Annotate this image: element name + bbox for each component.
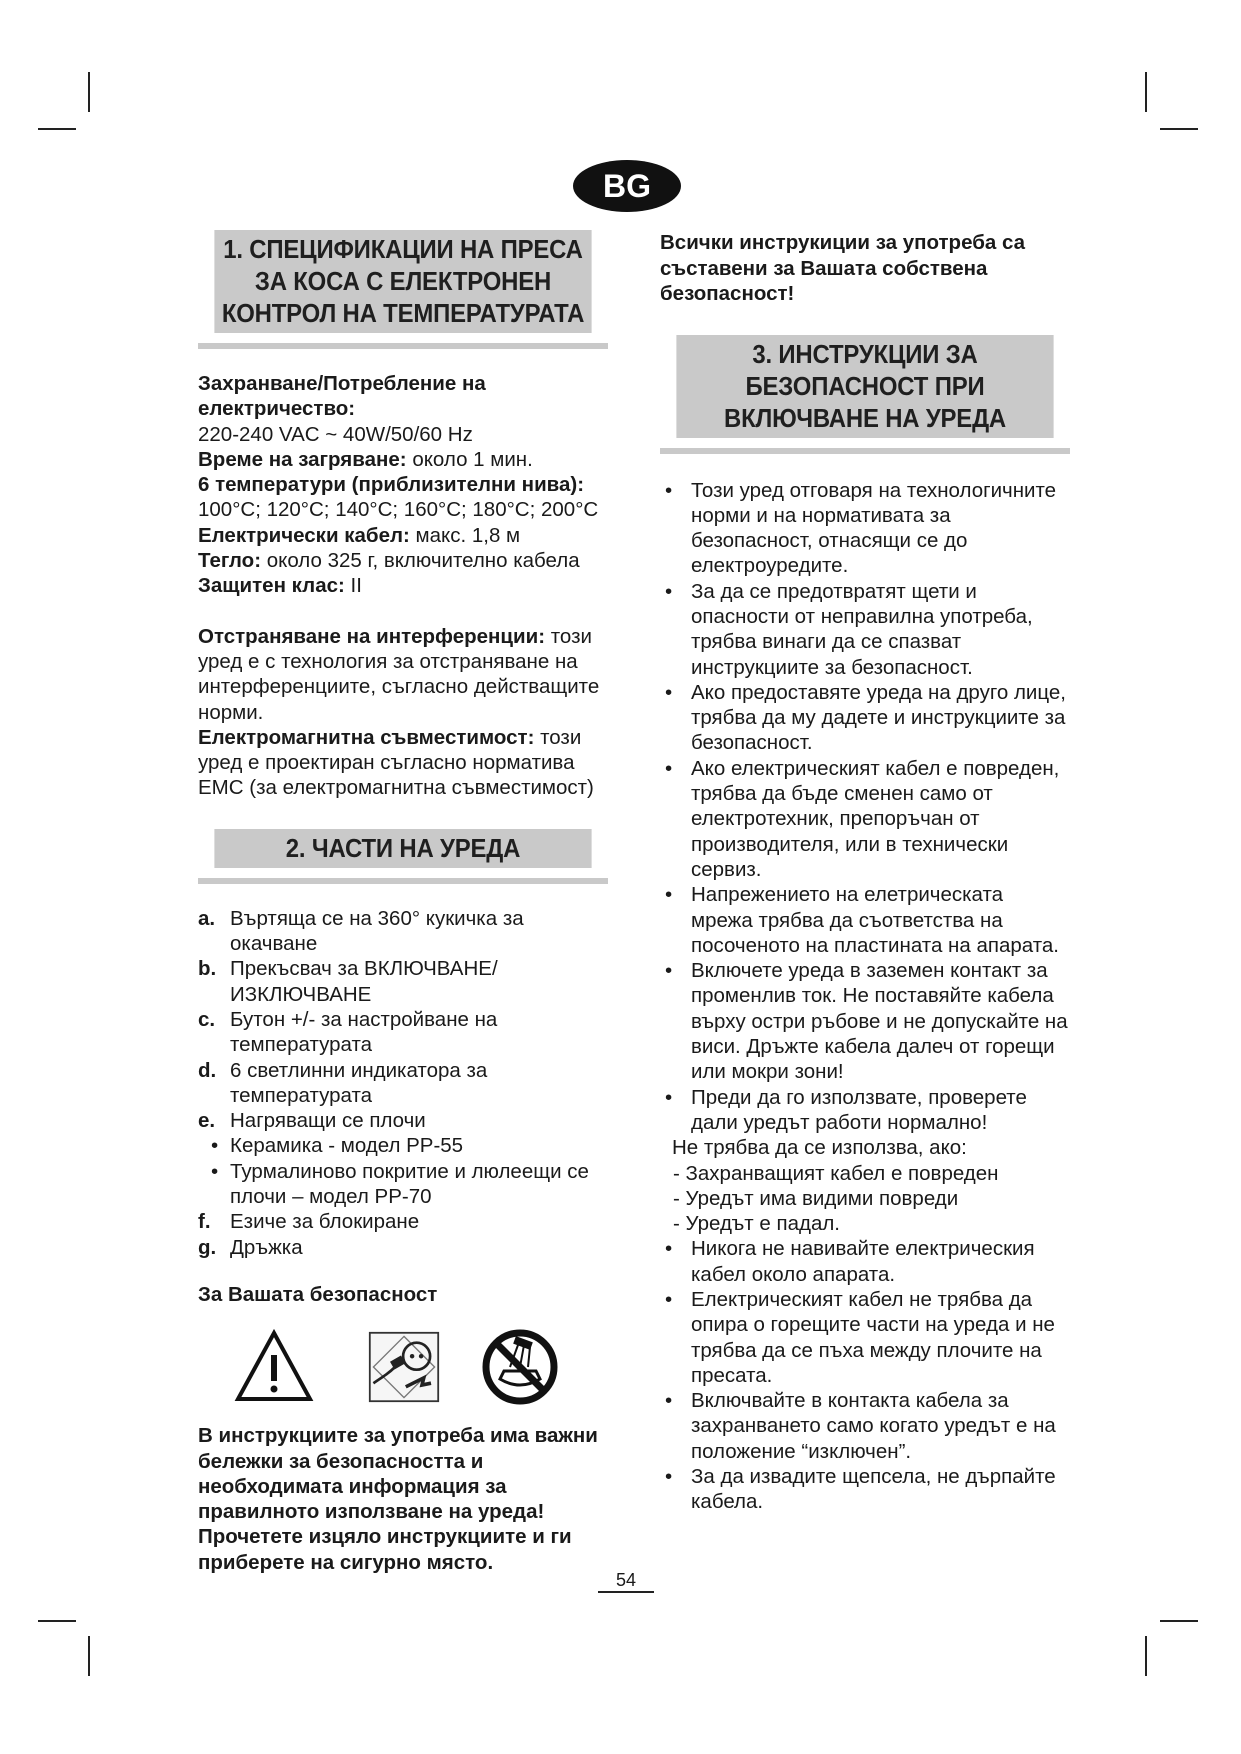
safety-list-item: • За да извадите щепсела, не дърпайте кабела. bbox=[660, 1464, 1070, 1515]
safety-list-item: • Електрическият кабел не трябва да опира о горещите части на уреда и не трябва да се пъха между плочите на пресата. bbox=[660, 1287, 1070, 1388]
crop-mark bbox=[1160, 128, 1198, 130]
crop-mark bbox=[88, 72, 90, 112]
spec-power bbox=[198, 371, 608, 447]
safety-list-continued bbox=[660, 1236, 1070, 1514]
safety-list-item: • Никога не навивайте електрическия кабел около апарата. bbox=[660, 1236, 1070, 1287]
spec-heat-value: около 1 мин. bbox=[406, 447, 533, 471]
parts-item bbox=[198, 906, 608, 957]
parts-letter: g. bbox=[198, 1235, 217, 1259]
condition-item: - Уредът е падал. bbox=[673, 1212, 841, 1236]
spec-heading: 1. СПЕЦИФИКАЦИИ НА ПРЕСА ЗА КОСА С ЕЛЕКТРОНЕН КОНТРОЛ НА ТЕМПЕРАТУРАТА bbox=[214, 230, 591, 333]
parts-item bbox=[198, 1209, 608, 1234]
interference-label: Отстраняване на интерференции: bbox=[198, 624, 546, 648]
parts-item bbox=[198, 1007, 608, 1058]
parts-letter: a. bbox=[198, 906, 216, 930]
left-column bbox=[198, 230, 608, 1575]
safety-list bbox=[660, 478, 1070, 1136]
plug-socket-icon bbox=[368, 1329, 440, 1405]
spec-temps-value: 100°C; 120°C; 140°C; 160°C; 180°C; 200°C bbox=[198, 498, 599, 522]
parts-letter: e. bbox=[198, 1109, 216, 1133]
parts-text: Въртяща се на 360° кукичка за окачване bbox=[230, 906, 524, 956]
emc-text: този уред е проектиран съгласно норматива ЕМС (за електромагнитна съвместимост) bbox=[198, 725, 594, 800]
spec-cable-label: Електрически кабел: bbox=[198, 523, 410, 547]
spec-heat bbox=[198, 447, 608, 472]
parts-item bbox=[198, 1108, 608, 1133]
safety-icons bbox=[232, 1327, 608, 1407]
parts-item bbox=[198, 1235, 608, 1260]
parts-heading: 2. ЧАСТИ НА УРЕДА bbox=[214, 829, 591, 868]
right-column bbox=[660, 230, 1070, 1515]
safety-list-item: • Включвайте в контакта кабела за захранването само когато уредът е на положение “изключен”. bbox=[660, 1388, 1070, 1464]
intro-paragraph: Всички инструкиции за употреба са съставени за Вашата собствена безопасност! bbox=[660, 231, 1026, 305]
safety-list-item: • Преди да го използвате, проверете дали уредът работи нормално! bbox=[660, 1085, 1070, 1136]
condition-item: - Захранващият кабел е повреден bbox=[673, 1161, 999, 1185]
spec-cable-value: макс. 1,8 м bbox=[409, 523, 521, 547]
parts-item bbox=[198, 956, 608, 1007]
parts-text: 6 светлинни индикатора за температурата bbox=[230, 1058, 488, 1107]
safety-heading: 3. ИНСТРУКЦИИ ЗА БЕЗОПАСНОСТ ПРИ ВКЛЮЧВАНЕ НА УРЕДА bbox=[676, 335, 1053, 438]
parts-letter: c. bbox=[198, 1007, 216, 1031]
safety-note: В инструкциите за употреба има важни бележки за безопасността и необходимата информация за правилното използване на уреда! Прочетете изцяло инструкциите и ги приберете на сигурно място. bbox=[198, 1424, 598, 1574]
not-use-line: Не трябва да се използва, ако: bbox=[672, 1136, 967, 1160]
safety-list-item: • Ако предоставяте уреда на друго лице, трябва да му дадете и инструкциите за безопасност. bbox=[660, 680, 1070, 756]
parts-letter: f. bbox=[198, 1210, 211, 1234]
safety-list-item: • Ако електрическият кабел е повреден, трябва да бъде сменен само от електротехник, препоръчан от производителя, или в технически сервиз. bbox=[660, 756, 1070, 882]
parts-item bbox=[198, 1058, 608, 1109]
spec-weight-label: Тегло: bbox=[198, 549, 262, 573]
no-water-icon bbox=[480, 1327, 560, 1407]
safety-list-item: • Този уред отговаря на технологичните норми и на нормативата за безопасност, отнасящи се до електроуредите. bbox=[660, 478, 1070, 579]
spec-power-label: Захранване/Потребление на електричество: bbox=[198, 372, 486, 421]
crop-mark bbox=[1160, 1620, 1198, 1622]
safety-list-item: • Напрежението на елетрическата мрежа трябва да съответства на посоченото на пластината на апарата. bbox=[660, 882, 1070, 958]
parts-text: Езиче за блокиране bbox=[230, 1210, 420, 1234]
heading-rule bbox=[660, 448, 1070, 454]
spec-heading-block bbox=[198, 230, 608, 349]
parts-list-tail bbox=[198, 1209, 608, 1260]
warning-triangle-icon bbox=[232, 1327, 316, 1407]
safety-list-item: • За да се предотвратят щети и опасности от неправилна употреба, трябва винаги да се спазват инструкциите за безопасност. bbox=[660, 579, 1070, 680]
spec-heat-label: Време на загряване: bbox=[198, 447, 407, 471]
crop-mark bbox=[88, 1636, 90, 1676]
emc-label: Електромагнитна съвместимост: bbox=[198, 725, 535, 749]
spec-weight-value: около 325 г, включително кабела bbox=[261, 549, 580, 573]
emc-paragraph bbox=[198, 725, 608, 801]
interference-text: този уред е с технология за отстраняване на интерференциите, съгласно действащите норми. bbox=[198, 624, 600, 724]
page-number: 54 bbox=[598, 1569, 654, 1593]
parts-text: Бутон +/- за настройване на температурата bbox=[230, 1007, 498, 1057]
safety-title: За Вашата безопасност bbox=[198, 1282, 438, 1306]
parts-letter: d. bbox=[198, 1058, 217, 1082]
plate-option: • Турмалиново покритие и люлеещи се плочи – модел PP-70 bbox=[198, 1159, 608, 1210]
parts-heading-block bbox=[198, 829, 608, 884]
crop-mark bbox=[1145, 1636, 1147, 1676]
safety-list-item: • Включете уреда в заземен контакт за променлив ток. Не поставяйте кабела върху остри ръбове и не допускайте на виси. Дръжте кабела далеч от горещи или мокри зони! bbox=[660, 958, 1070, 1084]
spec-class-label: Защитен клас: bbox=[198, 574, 345, 598]
language-badge: BG bbox=[573, 160, 681, 212]
spec-cable bbox=[198, 523, 608, 548]
interference-paragraph bbox=[198, 624, 608, 725]
spec-power-value: 220-240 VAC ~ 40W/50/60 Hz bbox=[198, 422, 473, 446]
condition-item: - Уредът има видими повреди bbox=[673, 1186, 959, 1210]
spec-class-value: II bbox=[344, 574, 362, 598]
parts-letter: b. bbox=[198, 957, 217, 981]
safety-heading-block bbox=[660, 335, 1070, 454]
crop-mark bbox=[38, 128, 76, 130]
parts-text: Прекъсвач за ВКЛЮЧВАНЕ/ ИЗКЛЮЧВАНЕ bbox=[230, 957, 498, 1006]
parts-text: Дръжка bbox=[230, 1235, 303, 1259]
crop-mark bbox=[1145, 72, 1147, 112]
crop-mark bbox=[38, 1620, 76, 1622]
heading-rule bbox=[198, 343, 608, 349]
spec-class bbox=[198, 573, 608, 598]
spec-weight bbox=[198, 548, 608, 573]
parts-list bbox=[198, 906, 608, 1134]
plate-option: • Керамика - модел PP-55 bbox=[198, 1133, 608, 1158]
parts-text: Нагряващи се плочи bbox=[230, 1109, 426, 1133]
spec-temps bbox=[198, 472, 608, 523]
spec-temps-label: 6 температури (приблизителни нива): bbox=[198, 473, 585, 497]
heading-rule bbox=[198, 878, 608, 884]
